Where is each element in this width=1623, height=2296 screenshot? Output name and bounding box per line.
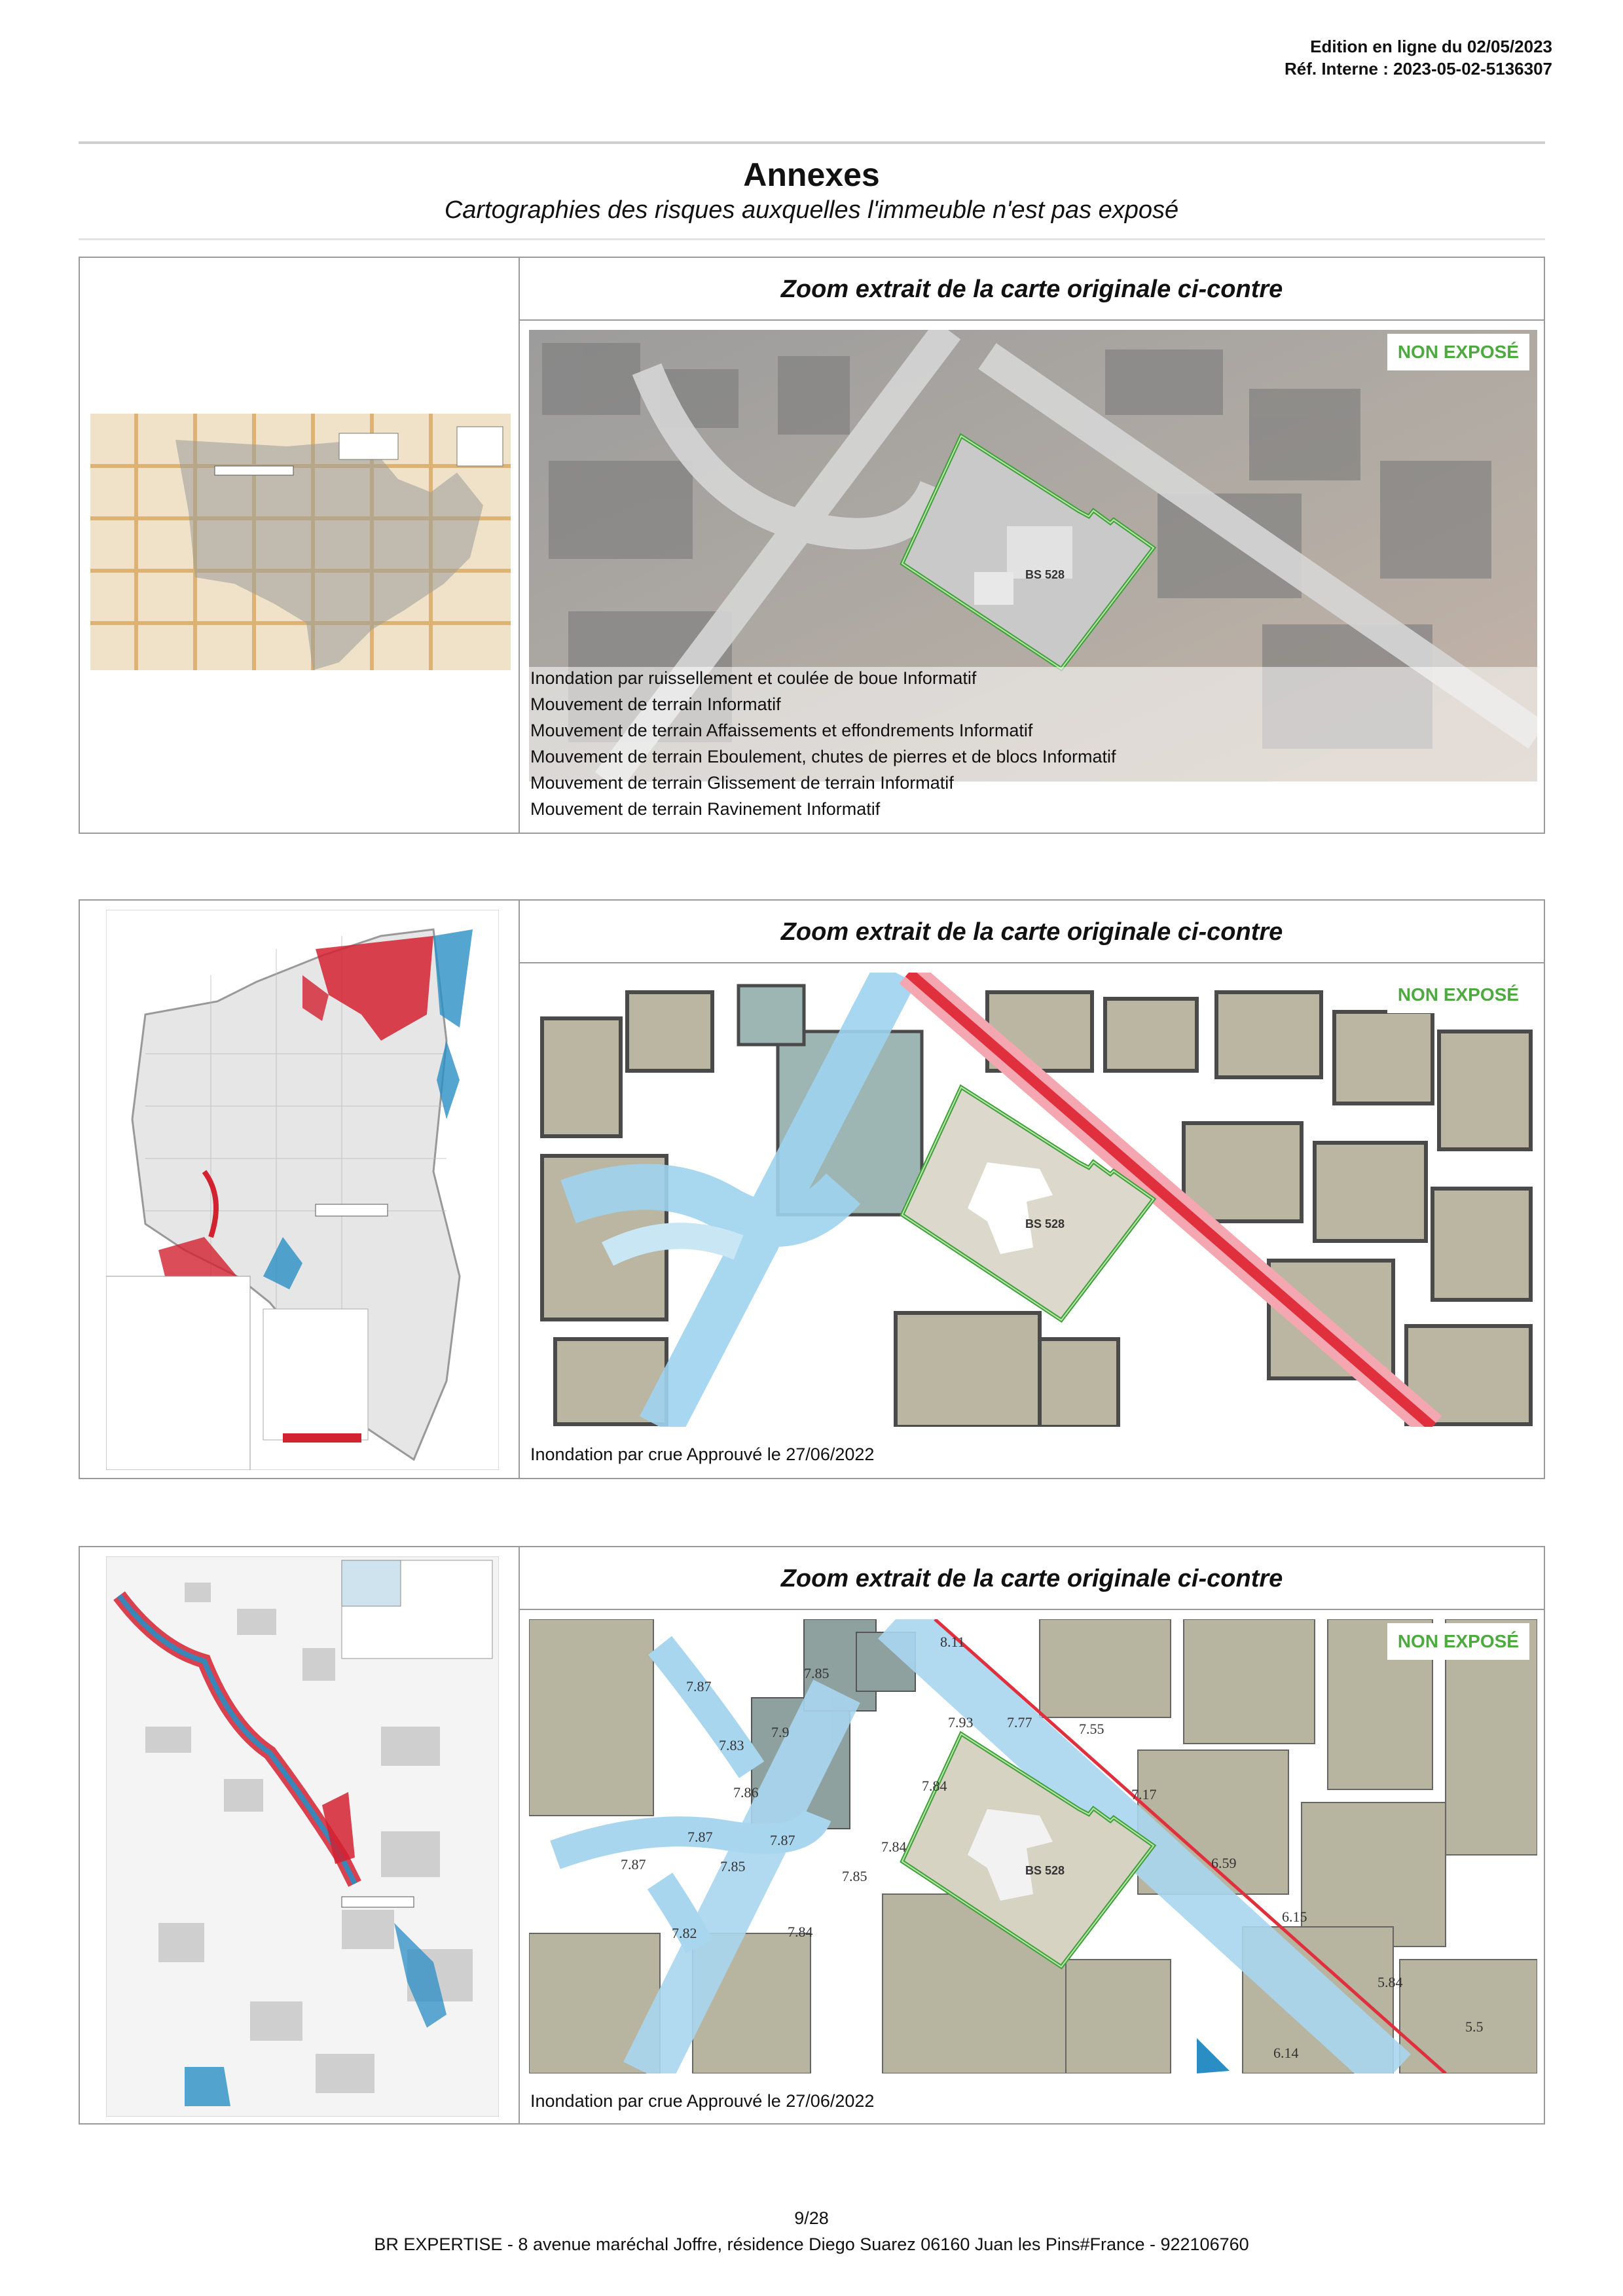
- elevation-label: 7.84: [788, 1924, 813, 1940]
- elevation-label: 6.59: [1211, 1855, 1237, 1871]
- elevation-label: 6.14: [1273, 2045, 1299, 2061]
- original-map-cell: [80, 901, 520, 1478]
- elevation-label: 7.83: [719, 1737, 744, 1753]
- zoom-map-flood-elevation: [529, 1619, 1537, 2073]
- risk-item: Mouvement de terrain Affaissements et effondrements Informatif: [530, 721, 1033, 740]
- risk-item: Inondation par ruissellement et coulée de boue Informatif: [530, 668, 977, 688]
- page-subtitle: Cartographies des risques auxquelles l'immeuble n'est pas exposé: [444, 196, 1179, 224]
- elevation-label: 7.87: [621, 1856, 646, 1873]
- elevation-label: 7.87: [770, 1832, 795, 1848]
- elevation-label: 7.86: [733, 1784, 759, 1801]
- zoom-map: [529, 973, 1537, 1427]
- elevation-label: 7.87: [687, 1829, 713, 1845]
- non-expose-badge: NON EXPOSÉ: [1387, 334, 1529, 370]
- title-divider: [79, 238, 1545, 240]
- elevation-label: 7.9: [771, 1724, 790, 1740]
- original-map-thumbnail: [90, 414, 511, 670]
- risk-item: Inondation par crue Approuvé le 27/06/2022: [530, 2091, 875, 2111]
- zoom-map-cadastre: [529, 973, 1537, 1427]
- elevation-label: 7.55: [1079, 1721, 1104, 1737]
- parcel-label: BS 528: [1025, 1217, 1065, 1230]
- zoom-title: Zoom extrait de la carte originale ci-contre: [520, 901, 1544, 963]
- elevation-label: 7.17: [1131, 1786, 1157, 1803]
- elevation-label: 7.85: [720, 1858, 746, 1874]
- original-map-thumbnail: [106, 1556, 499, 2117]
- risk-item: Inondation par crue Approuvé le 27/06/2022: [530, 1444, 875, 1464]
- zoom-title: Zoom extrait de la carte originale ci-contre: [520, 1547, 1544, 1610]
- non-expose-badge: NON EXPOSÉ: [1387, 977, 1529, 1013]
- zoom-title: Zoom extrait de la carte originale ci-contre: [520, 258, 1544, 321]
- elevation-label: 7.87: [686, 1678, 712, 1695]
- elevation-label: 7.93: [948, 1714, 974, 1731]
- page-number: 9/28: [794, 2208, 829, 2228]
- original-map-cell: [80, 258, 520, 833]
- top-divider: [79, 141, 1545, 144]
- elevation-label: 7.82: [672, 1925, 697, 1941]
- parcel-label: BS 528: [1025, 568, 1065, 581]
- risk-list: [530, 665, 1116, 822]
- map-section-1: [79, 257, 1545, 834]
- elevation-label: 5.5: [1465, 2018, 1484, 2035]
- parcel-label: BS 528: [1025, 1864, 1065, 1877]
- risk-list: [530, 1441, 874, 1467]
- header-reference: [1285, 35, 1552, 80]
- internal-reference: Réf. Interne : 2023-05-02-5136307: [1284, 59, 1552, 79]
- edition-date: Edition en ligne du 02/05/2023: [1310, 37, 1552, 56]
- original-map-thumbnail: [106, 910, 499, 1470]
- elevation-label: 7.85: [804, 1665, 830, 1681]
- map-section-3: [79, 1546, 1545, 2125]
- risk-item: Mouvement de terrain Ravinement Informatif: [530, 799, 881, 819]
- risk-item: Mouvement de terrain Eboulement, chutes de pierres et de blocs Informatif: [530, 747, 1116, 766]
- risk-item: Mouvement de terrain Informatif: [530, 694, 781, 714]
- elevation-label: 6.15: [1282, 1909, 1307, 1925]
- elevation-label: 7.85: [842, 1868, 867, 1884]
- original-map-cell: [80, 1547, 520, 2123]
- zoom-map: [529, 1619, 1537, 2073]
- elevation-label: 5.84: [1377, 1974, 1403, 1990]
- footer-address: BR EXPERTISE - 8 avenue maréchal Joffre, résidence Diego Suarez 06160 Juan les Pins#France - 922106760: [374, 2234, 1249, 2254]
- elevation-label: 7.84: [881, 1839, 907, 1855]
- elevation-label: 7.77: [1007, 1714, 1032, 1731]
- risk-item: Mouvement de terrain Glissement de terrain Informatif: [530, 773, 954, 793]
- non-expose-badge: NON EXPOSÉ: [1387, 1623, 1529, 1660]
- risk-list: [530, 2088, 874, 2114]
- elevation-label: 8.11: [940, 1634, 965, 1650]
- page-title: Annexes: [743, 156, 880, 193]
- elevation-label: 7.84: [922, 1778, 947, 1794]
- map-section-2: [79, 899, 1545, 1479]
